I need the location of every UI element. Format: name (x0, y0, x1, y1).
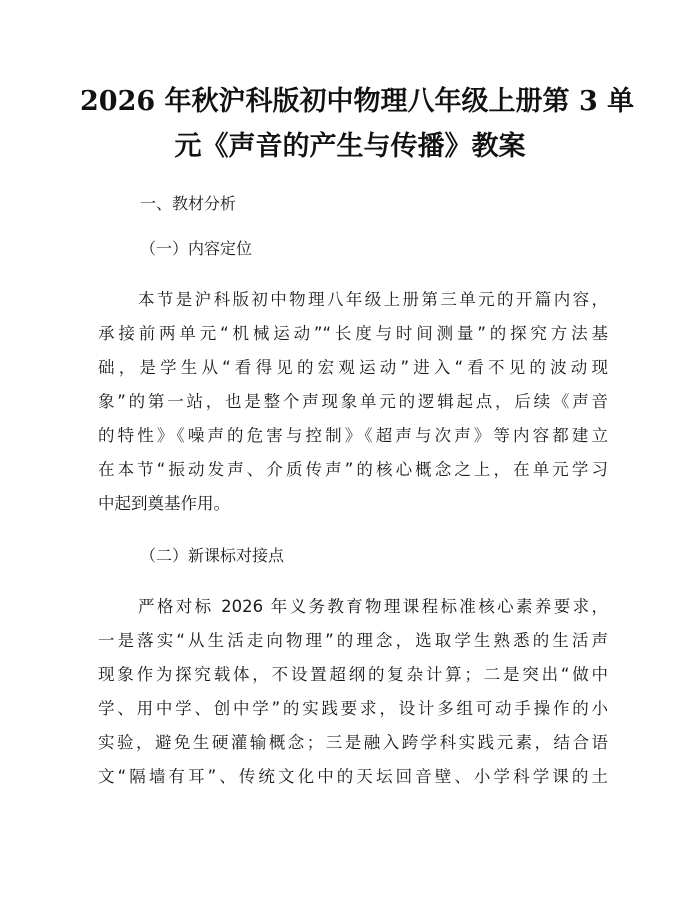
paragraph-line: 学、用中学、创中学”的实践要求，设计多组可动手操作的小 (98, 699, 608, 718)
paragraph-line: 严格对标 2026 年义务教育物理课程标准核心素养要求， (138, 597, 608, 616)
paragraph-line: 础，是学生从“看得见的宏观运动”进入“看不见的波动现 (98, 358, 608, 377)
paragraph-line: 中起到奠基作用。 (98, 494, 230, 513)
paragraph-content-positioning (98, 283, 608, 521)
paragraph-line: 文“隔墙有耳”、传统文化中的天坛回音壁、小学科学课的土 (98, 767, 608, 786)
paragraph-line: 一是落实“从生活走向物理”的理念，选取学生熟悉的生活声 (98, 631, 608, 650)
paragraph-line: 现象作为探究载体，不设置超纲的复杂计算；二是突出“做中 (98, 665, 608, 684)
paragraph-line: 象”的第一站，也是整个声现象单元的逻辑起点，后续《声音 (98, 392, 608, 411)
paragraph-line: 在本节“振动发声、介质传声”的核心概念之上，在单元学习 (98, 460, 608, 479)
paragraph-line: 本节是沪科版初中物理八年级上册第三单元的开篇内容， (138, 290, 608, 309)
paragraph-line: 实验，避免生硬灌输概念；三是融入跨学科实践元素，结合语 (98, 733, 608, 752)
subsection-heading-content-positioning: （一）内容定位 (140, 239, 253, 258)
subsection-heading-curriculum-alignment: （二）新课标对接点 (140, 546, 285, 565)
paragraph-curriculum-alignment (98, 590, 608, 794)
paragraph-line: 的特性》《噪声的危害与控制》《超声与次声》等内容都建立 (98, 426, 608, 445)
document-title-line-1: 2026 年秋沪科版初中物理八年级上册第 3 单 (80, 86, 635, 117)
section-heading-textbook-analysis: 一、教材分析 (140, 194, 237, 213)
document-title-line-2: 元《声音的产生与传播》教案 (174, 131, 526, 162)
paragraph-line: 承接前两单元“机械运动”“长度与时间测量”的探究方法基 (98, 324, 608, 343)
